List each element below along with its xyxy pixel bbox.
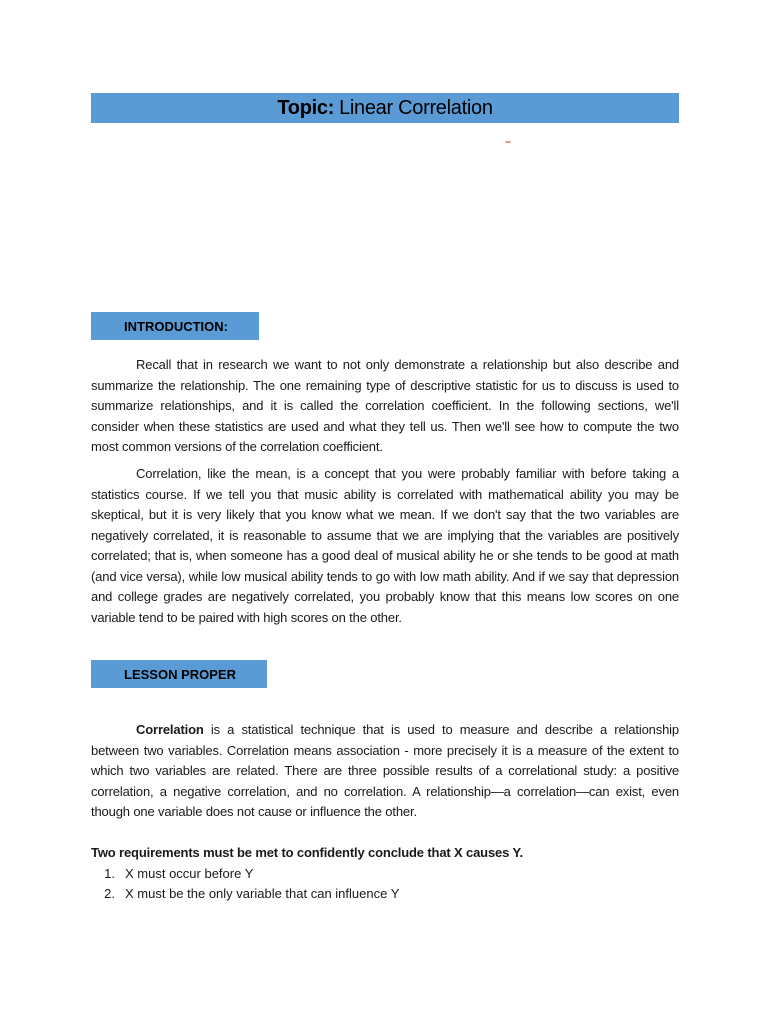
topic-text: Linear Correlation <box>339 96 493 119</box>
correlation-definition: is a statistical technique that is used to measure and describe a relationship between two variables. Correlation means association - more precisely it is a measure of the extent to which two variables are related. There are three possible results of a correlational study: a positive correlation, a negative correlation, and no correlation. A relationship—a correlation—can exist, even though one variable does not cause or influence the other. <box>91 722 679 819</box>
intro-paragraph-1 <box>91 355 679 458</box>
list-item-text: X must be the only variable that can influence Y <box>125 886 400 901</box>
list-item-number: 1. <box>104 866 115 881</box>
correlation-term: Correlation <box>136 722 204 737</box>
requirements-list <box>91 864 399 904</box>
requirements-heading: Two requirements must be met to confidently conclude that X causes Y. <box>91 845 523 860</box>
topic-label: Topic: <box>277 96 335 119</box>
intro-paragraph-2-text: Correlation, like the mean, is a concept that you were probably familiar with before taking a statistics course. If we tell you that music ability is correlated with mathematical ability you may be skeptical, but it is very likely that you know what we mean. If we don't say that the two variables are negatively correlated, it is reasonable to assume that we are implying that the variables are positively correlated; that is, when someone has a good deal of musical ability he or she tends to be good at math (and vice versa), while low musical ability tends to go with low math ability. And if we say that depression and college grades are negatively correlated, you probably know that this means low scores on one variable tend to be paired with high scores on the other. <box>91 466 679 625</box>
introduction-heading: INTRODUCTION: <box>91 312 259 340</box>
list-item-text: X must occur before Y <box>125 866 254 881</box>
list-item <box>91 884 399 904</box>
intro-paragraph-2 <box>91 464 679 628</box>
lesson-proper-heading: LESSON PROPER <box>91 660 267 688</box>
intro-paragraph-1-text: Recall that in research we want to not only demonstrate a relationship but also describe and summarize the relationship. The one remaining type of descriptive statistic for us to discuss is used to summarize relationships, and it is called the correlation coefficient. In the following sections, we'll consider when these statistics are used and what they tell us. Then we'll see how to compute the two most common versions of the correlation coefficient. <box>91 357 679 454</box>
lesson-paragraph <box>91 720 679 823</box>
list-item-number: 2. <box>104 886 115 901</box>
topic-title-bar <box>91 93 679 123</box>
list-item <box>91 864 399 884</box>
scan-mark <box>505 141 511 143</box>
